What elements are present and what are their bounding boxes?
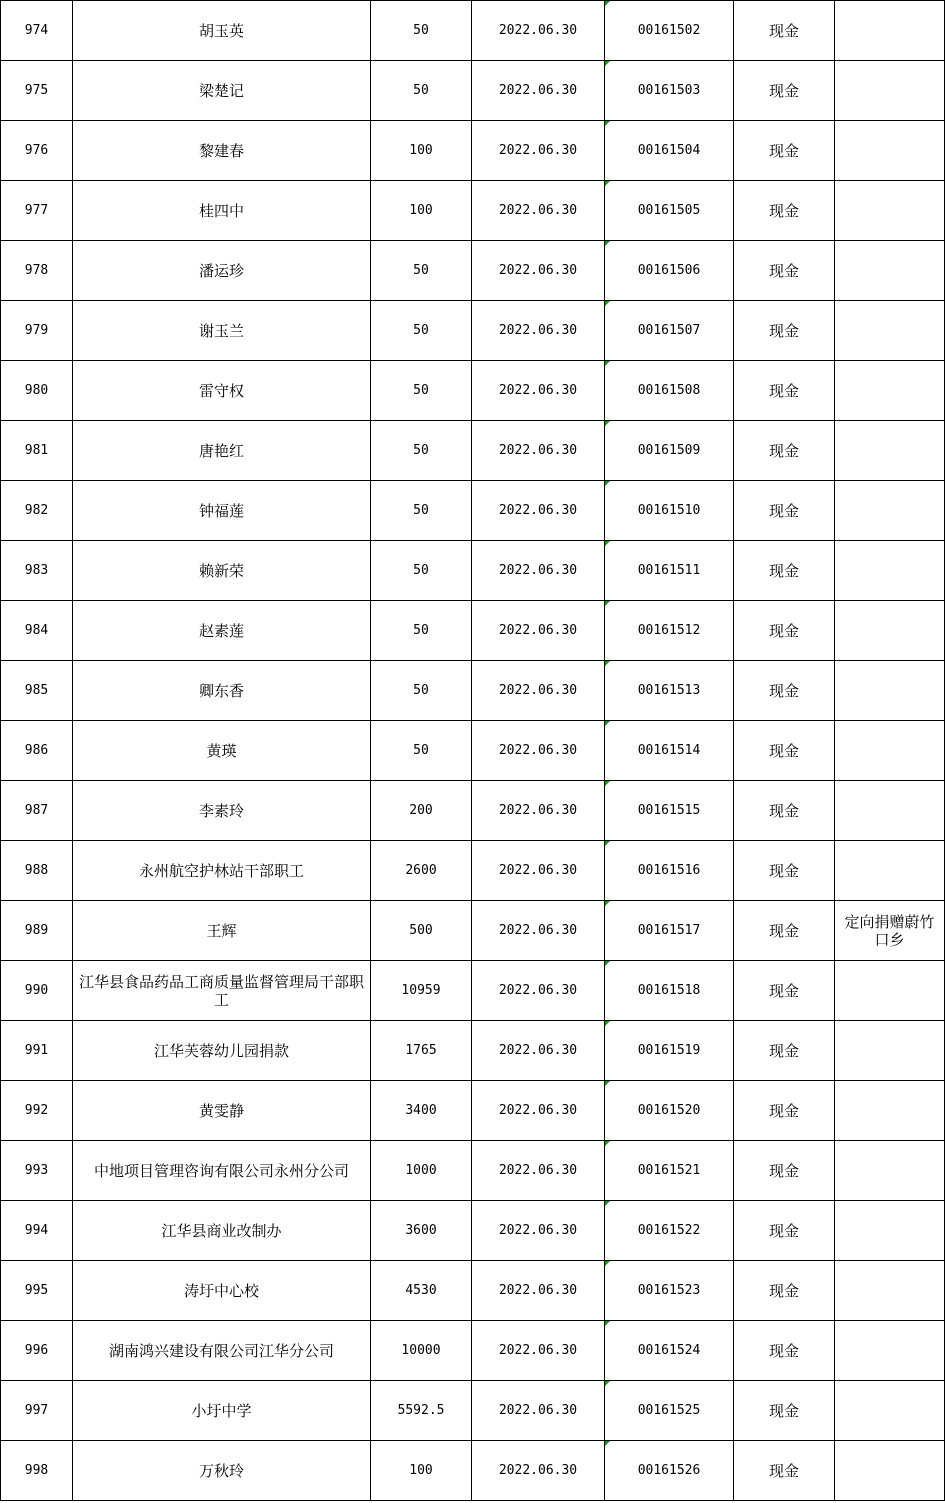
amount-cell: 50: [371, 601, 472, 661]
date-cell: 2022.06.30: [472, 1141, 605, 1201]
serial-number-cell: 979: [1, 301, 73, 361]
donor-name-text: 钟福莲: [198, 501, 244, 520]
date-cell: 2022.06.30: [472, 1081, 605, 1141]
serial-number-cell: 984: [1, 601, 73, 661]
table-row: [1, 1021, 945, 1081]
donor-name-text: 小圩中学: [191, 1401, 252, 1420]
remark-cell: [835, 1201, 945, 1261]
payment-method-cell: 现金: [734, 1321, 835, 1381]
serial-number-cell: 978: [1, 241, 73, 301]
receipt-number-cell: 00161513: [605, 661, 734, 721]
donor-name-cell: [73, 1021, 371, 1081]
payment-method-cell: 现金: [734, 721, 835, 781]
payment-method-cell: 现金: [734, 541, 835, 601]
date-cell: 2022.06.30: [472, 121, 605, 181]
table-row: [1, 481, 945, 541]
payment-method-cell: 现金: [734, 841, 835, 901]
donor-name-text: 湖南鸿兴建设有限公司江华分公司: [108, 1341, 334, 1360]
receipt-number-cell: 00161520: [605, 1081, 734, 1141]
serial-number-cell: 995: [1, 1261, 73, 1321]
payment-method-cell: 现金: [734, 961, 835, 1021]
donor-name-text: 黎建春: [198, 141, 244, 160]
payment-method-cell: 现金: [734, 781, 835, 841]
remark-cell: [835, 1381, 945, 1441]
serial-number-cell: 977: [1, 181, 73, 241]
donor-name-text: 万秋玲: [198, 1461, 244, 1480]
remark-cell: [835, 541, 945, 601]
date-cell: 2022.06.30: [472, 1021, 605, 1081]
donor-name-cell: [73, 901, 371, 961]
serial-number-cell: 987: [1, 781, 73, 841]
remark-cell: [835, 961, 945, 1021]
date-cell: 2022.06.30: [472, 301, 605, 361]
donor-name-cell: [73, 1201, 371, 1261]
date-cell: 2022.06.30: [472, 361, 605, 421]
payment-method-cell: 现金: [734, 301, 835, 361]
donor-name-text: 李素玲: [198, 801, 244, 820]
donor-name-cell: [73, 181, 371, 241]
payment-method-cell: 现金: [734, 1261, 835, 1321]
table-row: [1, 661, 945, 721]
payment-method-cell: 现金: [734, 481, 835, 541]
date-cell: 2022.06.30: [472, 841, 605, 901]
receipt-number-cell: 00161504: [605, 121, 734, 181]
receipt-number-cell: 00161512: [605, 601, 734, 661]
table-row: [1, 1141, 945, 1201]
donor-name-text: 潘运珍: [198, 261, 244, 280]
remark-cell: [835, 181, 945, 241]
date-cell: 2022.06.30: [472, 1, 605, 61]
amount-cell: 200: [371, 781, 472, 841]
receipt-number-cell: 00161502: [605, 1, 734, 61]
amount-cell: 50: [371, 61, 472, 121]
remark-cell: [835, 841, 945, 901]
receipt-number-cell: 00161521: [605, 1141, 734, 1201]
receipt-number-cell: 00161509: [605, 421, 734, 481]
donor-name-cell: [73, 661, 371, 721]
serial-number-cell: 982: [1, 481, 73, 541]
payment-method-cell: 现金: [734, 901, 835, 961]
table-row: [1, 1201, 945, 1261]
remark-cell: [835, 1081, 945, 1141]
amount-cell: 3400: [371, 1081, 472, 1141]
table-row: [1, 241, 945, 301]
remark-cell: [835, 661, 945, 721]
receipt-number-cell: 00161506: [605, 241, 734, 301]
amount-cell: 50: [371, 241, 472, 301]
remark-cell: [835, 901, 945, 961]
donor-name-text: 谢玉兰: [198, 321, 244, 340]
date-cell: 2022.06.30: [472, 1321, 605, 1381]
serial-number-cell: 986: [1, 721, 73, 781]
amount-cell: 50: [371, 541, 472, 601]
receipt-number-cell: 00161515: [605, 781, 734, 841]
remark-cell: [835, 241, 945, 301]
donor-name-text: 涛圩中心校: [183, 1281, 259, 1300]
remark-cell: [835, 1321, 945, 1381]
payment-method-cell: 现金: [734, 181, 835, 241]
remark-cell: [835, 601, 945, 661]
remark-cell: [835, 1021, 945, 1081]
table-row: [1, 781, 945, 841]
remark-cell: [835, 301, 945, 361]
table-row: [1, 1261, 945, 1321]
remark-cell: [835, 121, 945, 181]
donor-name-text: 王辉: [206, 921, 237, 940]
amount-cell: 100: [371, 181, 472, 241]
donor-name-text: 桂四中: [198, 201, 244, 220]
receipt-number-cell: 00161519: [605, 1021, 734, 1081]
remark-cell: [835, 1261, 945, 1321]
remark-cell: [835, 481, 945, 541]
donor-name-text: 唐艳红: [198, 441, 244, 460]
table-row: [1, 601, 945, 661]
table-row: [1, 541, 945, 601]
payment-method-cell: 现金: [734, 1, 835, 61]
donor-name-cell: [73, 781, 371, 841]
serial-number-cell: 989: [1, 901, 73, 961]
receipt-number-cell: 00161518: [605, 961, 734, 1021]
donor-name-cell: [73, 241, 371, 301]
table-row: [1, 961, 945, 1021]
table-row: [1, 901, 945, 961]
date-cell: 2022.06.30: [472, 61, 605, 121]
serial-number-cell: 985: [1, 661, 73, 721]
receipt-number-cell: 00161524: [605, 1321, 734, 1381]
receipt-number-cell: 00161514: [605, 721, 734, 781]
remark-cell: [835, 361, 945, 421]
table-row: [1, 121, 945, 181]
date-cell: 2022.06.30: [472, 241, 605, 301]
table-row: [1, 1381, 945, 1441]
amount-cell: 1000: [371, 1141, 472, 1201]
donor-name-cell: [73, 1321, 371, 1381]
remark-cell: [835, 1441, 945, 1501]
donor-name-cell: [73, 481, 371, 541]
serial-number-cell: 974: [1, 1, 73, 61]
date-cell: 2022.06.30: [472, 181, 605, 241]
serial-number-cell: 996: [1, 1321, 73, 1381]
amount-cell: 4530: [371, 1261, 472, 1321]
date-cell: 2022.06.30: [472, 721, 605, 781]
table-row: [1, 181, 945, 241]
donor-name-cell: [73, 841, 371, 901]
serial-number-cell: 994: [1, 1201, 73, 1261]
payment-method-cell: 现金: [734, 241, 835, 301]
table-row: [1, 841, 945, 901]
date-cell: 2022.06.30: [472, 1381, 605, 1441]
payment-method-cell: 现金: [734, 121, 835, 181]
payment-method-cell: 现金: [734, 421, 835, 481]
donor-name-text: 赖新荣: [198, 561, 244, 580]
payment-method-cell: 现金: [734, 1201, 835, 1261]
remark-cell: [835, 1141, 945, 1201]
serial-number-cell: 976: [1, 121, 73, 181]
donor-name-cell: [73, 1441, 371, 1501]
remark-cell: [835, 61, 945, 121]
date-cell: 2022.06.30: [472, 901, 605, 961]
amount-cell: 100: [371, 121, 472, 181]
donor-name-text: 雷守权: [198, 381, 244, 400]
date-cell: 2022.06.30: [472, 1261, 605, 1321]
amount-cell: 50: [371, 1, 472, 61]
remark-cell: [835, 781, 945, 841]
table-row: [1, 61, 945, 121]
remark-cell: [835, 1, 945, 61]
donor-name-cell: [73, 421, 371, 481]
donor-name-cell: [73, 361, 371, 421]
serial-number-cell: 980: [1, 361, 73, 421]
receipt-number-cell: 00161505: [605, 181, 734, 241]
receipt-number-cell: 00161516: [605, 841, 734, 901]
donor-name-text: 黄瑛: [206, 741, 237, 760]
date-cell: 2022.06.30: [472, 481, 605, 541]
amount-cell: 100: [371, 1441, 472, 1501]
receipt-number-cell: 00161526: [605, 1441, 734, 1501]
donor-name-cell: [73, 61, 371, 121]
amount-cell: 1765: [371, 1021, 472, 1081]
receipt-number-cell: 00161510: [605, 481, 734, 541]
donor-name-text: 永州航空护林站干部职工: [138, 861, 304, 880]
serial-number-cell: 991: [1, 1021, 73, 1081]
table-row: [1, 721, 945, 781]
date-cell: 2022.06.30: [472, 661, 605, 721]
table-row: [1, 1081, 945, 1141]
payment-method-cell: 现金: [734, 1081, 835, 1141]
receipt-number-cell: 00161511: [605, 541, 734, 601]
amount-cell: 2600: [371, 841, 472, 901]
remark-text: 定向捐赠蔚竹口乡: [844, 912, 935, 949]
table-row: [1, 301, 945, 361]
serial-number-cell: 997: [1, 1381, 73, 1441]
amount-cell: 50: [371, 721, 472, 781]
serial-number-cell: 988: [1, 841, 73, 901]
donor-name-text: 赵素莲: [198, 621, 244, 640]
donor-name-cell: [73, 1081, 371, 1141]
serial-number-cell: 993: [1, 1141, 73, 1201]
receipt-number-cell: 00161522: [605, 1201, 734, 1261]
payment-method-cell: 现金: [734, 1441, 835, 1501]
donor-name-cell: [73, 301, 371, 361]
receipt-number-cell: 00161525: [605, 1381, 734, 1441]
table-row: [1, 421, 945, 481]
donor-name-cell: [73, 961, 371, 1021]
date-cell: 2022.06.30: [472, 601, 605, 661]
payment-method-cell: 现金: [734, 661, 835, 721]
donor-name-text: 江华县商业改制办: [161, 1221, 282, 1240]
donor-name-text: 黄雯静: [198, 1101, 244, 1120]
amount-cell: 50: [371, 301, 472, 361]
date-cell: 2022.06.30: [472, 781, 605, 841]
date-cell: 2022.06.30: [472, 1441, 605, 1501]
donor-name-cell: [73, 541, 371, 601]
payment-method-cell: 现金: [734, 61, 835, 121]
donor-name-cell: [73, 601, 371, 661]
date-cell: 2022.06.30: [472, 961, 605, 1021]
table-row: [1, 1441, 945, 1501]
serial-number-cell: 990: [1, 961, 73, 1021]
table-row: [1, 361, 945, 421]
amount-cell: 500: [371, 901, 472, 961]
donor-name-text: 江华县食品药品工商质量监督管理局干部职工: [78, 972, 364, 1009]
table-row: [1, 1, 945, 61]
date-cell: 2022.06.30: [472, 541, 605, 601]
donor-name-text: 梁楚记: [198, 81, 244, 100]
donor-name-text: 中地项目管理咨询有限公司永州分公司: [93, 1161, 349, 1180]
serial-number-cell: 998: [1, 1441, 73, 1501]
amount-cell: 50: [371, 421, 472, 481]
donor-name-cell: [73, 1141, 371, 1201]
amount-cell: 3600: [371, 1201, 472, 1261]
receipt-number-cell: 00161503: [605, 61, 734, 121]
amount-cell: 10959: [371, 961, 472, 1021]
payment-method-cell: 现金: [734, 1141, 835, 1201]
receipt-number-cell: 00161517: [605, 901, 734, 961]
donor-name-cell: [73, 121, 371, 181]
serial-number-cell: 975: [1, 61, 73, 121]
donor-name-cell: [73, 1261, 371, 1321]
serial-number-cell: 983: [1, 541, 73, 601]
amount-cell: 50: [371, 661, 472, 721]
remark-cell: [835, 721, 945, 781]
ledger-body: [1, 1, 945, 1501]
donor-name-cell: [73, 721, 371, 781]
amount-cell: 50: [371, 481, 472, 541]
payment-method-cell: 现金: [734, 361, 835, 421]
payment-method-cell: 现金: [734, 1381, 835, 1441]
donor-name-text: 胡玉英: [198, 21, 244, 40]
date-cell: 2022.06.30: [472, 1201, 605, 1261]
payment-method-cell: 现金: [734, 601, 835, 661]
table-row: [1, 1321, 945, 1381]
donor-name-text: 江华芙蓉幼儿园捐款: [153, 1041, 289, 1060]
date-cell: 2022.06.30: [472, 421, 605, 481]
amount-cell: 10000: [371, 1321, 472, 1381]
remark-cell: [835, 421, 945, 481]
receipt-number-cell: 00161523: [605, 1261, 734, 1321]
serial-number-cell: 992: [1, 1081, 73, 1141]
amount-cell: 50: [371, 361, 472, 421]
donor-name-text: 卿东香: [198, 681, 244, 700]
donor-name-cell: [73, 1381, 371, 1441]
amount-cell: 5592.5: [371, 1381, 472, 1441]
receipt-number-cell: 00161508: [605, 361, 734, 421]
payment-method-cell: 现金: [734, 1021, 835, 1081]
donor-name-cell: [73, 1, 371, 61]
serial-number-cell: 981: [1, 421, 73, 481]
receipt-number-cell: 00161507: [605, 301, 734, 361]
